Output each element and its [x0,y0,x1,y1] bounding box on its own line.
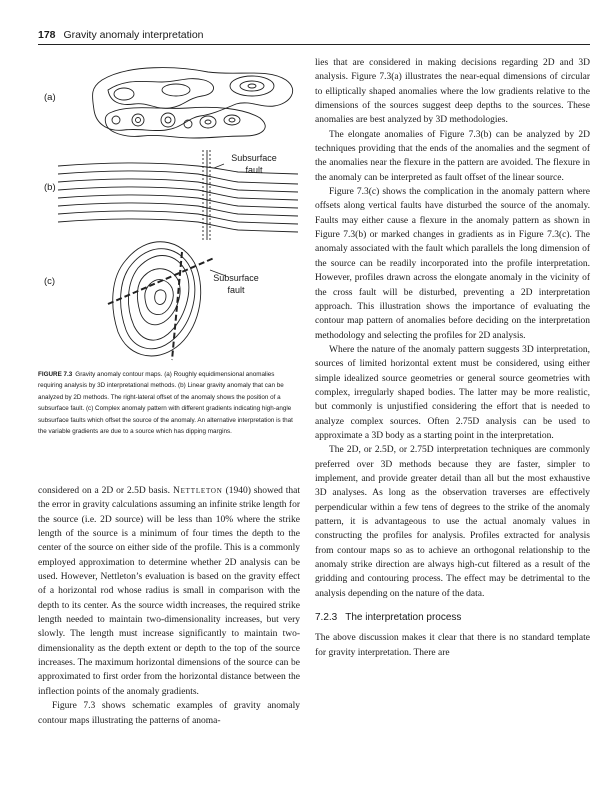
section-number: 7.2.3 [315,612,338,624]
contour-map-figure [38,58,300,368]
paragraph: Where the nature of the anomaly pattern suggests 3D interpretation, sources of limited horizontal extent must be considered, using either simple idealized source geometries or general source geometries with complex, irregularly shaped bodies. The latter may be more realistic, but commonly is unjustified considering the effort that is needed to analyze complex sources. Often 2.75D analysis can be used to approximate a 3D body as a starting point in the interpretation. [315,344,590,441]
panel-label-a: (a) [44,92,56,103]
paragraph: Figure 7.3(c) shows the complication in the anomaly pattern where offsets along vertical faults have disturbed the source of the anomaly. Faults may either cause a flexure in the anomaly pattern as shown in Figure 7.3(b) or marked changes in gradients as in Figure 7.3(c). The anomaly associated with the fault which parallels the long dimension of the source can be readily incorporated into the profile interpretation. However, profiles drawn across the elongate anomaly in the vicinity of the cross fault will be disturbed, preventing a 2D interpretation approach. This illustration shows the importance of evaluating the contour map pattern of anomalies before deciding on the interpretation methodology and selecting the profiles for 2D analysis. [315,187,590,341]
page-number: 178 [38,29,56,41]
panel-a-contours [92,68,292,138]
paragraph: lies that are considered in making decisions regarding 2D and 3D analysis. Figure 7.3(a) illustrates the near-equal dimensions of circular to elliptically shaped anomalies where the low gradients relative to the dimensions of the sources suggest deep depths to the sources. These anomalies are best analyzed by 3D methodologies. [315,58,590,126]
section-heading [315,611,590,625]
panel-c-contours [108,242,226,360]
paragraph: The 2D, or 2.5D, or 2.75D interpretation techniques are commonly preferred over 3D methods because they are faster, simpler to implement, and provide greater detail than all but the most exhaustive 3D analyses. As long as the observation traverses are effectively perpendicular within a few tens of degrees to the strike of the anomaly pattern, it is advantageous to use the actual anomaly values in constructing the profiles for analysis. Profiles extracted for analysis from contour maps so as to achieve an orthogonal relationship to the anomaly strike direction are always high-cut filtered as a result of the gridding and contouring process. The effect may be detrimental to the analysis depending on the nature of the data. [315,445,590,599]
figure-caption [38,369,300,437]
running-title: Gravity anomaly interpretation [63,29,204,41]
section-title: The interpretation process [345,612,462,624]
fault-label-b: Subsurface fault [231,153,277,175]
panel-label-b: (b) [44,182,56,193]
citation: Nettleton [172,486,223,496]
paragraph: The elongate anomalies of Figure 7.3(b) can be analyzed by 2D techniques providing that the ends of the anomalies and the segment of the anomalies near the flexure in the pattern are avoided. The flexure in the anomaly can be interpreted as fault offset of the linear source. [315,129,590,183]
fault-label-c: Subsurface fault [213,273,259,295]
figure-7-3 [38,58,300,368]
caption-label: FIGURE 7.3 [38,371,73,378]
paragraph: considered on a 2D or 2.5D basis. Nettleton (1940) showed that the error in gravity calculations assuming an infinite strike length for the source (i.e. 2D source) will be less than 10% where the strike length of the source is a minimum of four times the depth to the center of the source on either side of the profile. This is a commonly employed approximation to determine whether 2D analysis can be used. However, Nettleton’s evaluation is based on the gravity effect of a horizontal rod whose radius is small in comparison with the depth to its center. As the source width increases, the required strike length needed to maintain two-dimensionality increases, but very slowly. The length must increase significantly to maintain two-dimensionality as the depth extent or depth to the top of the source increases. The maximum horizontal dimensions of the source can be approximated to first order from the horizontal distance between the inflection points of the anomaly gradients. [38,486,300,697]
running-header [38,29,590,43]
paragraph: The above discussion makes it clear that there is no standard template for gravity interpretation. There are [315,633,590,658]
paragraph: Figure 7.3 shows schematic examples of gravity anomaly contour maps illustrating the patterns of anoma- [38,701,300,726]
header-rule [38,44,590,45]
right-column [315,56,590,660]
left-column [38,484,300,728]
caption-text: Gravity anomaly contour maps. (a) Roughly equidimensional anomalies requiring analysis by 3D interpretational methods. (b) Linear gravity anomaly that can be analyzed by 2D methods. The right-lateral offset of the anomaly shows the position of a subsurface fault. (c) Complex anomaly pattern with different gradients indicating high-angle subsurface faults which offset the source of the anomaly. An alternative interpretation is that the variable gradients are due to a source which has dipping margins. [38,371,293,436]
panel-label-c: (c) [44,276,56,287]
